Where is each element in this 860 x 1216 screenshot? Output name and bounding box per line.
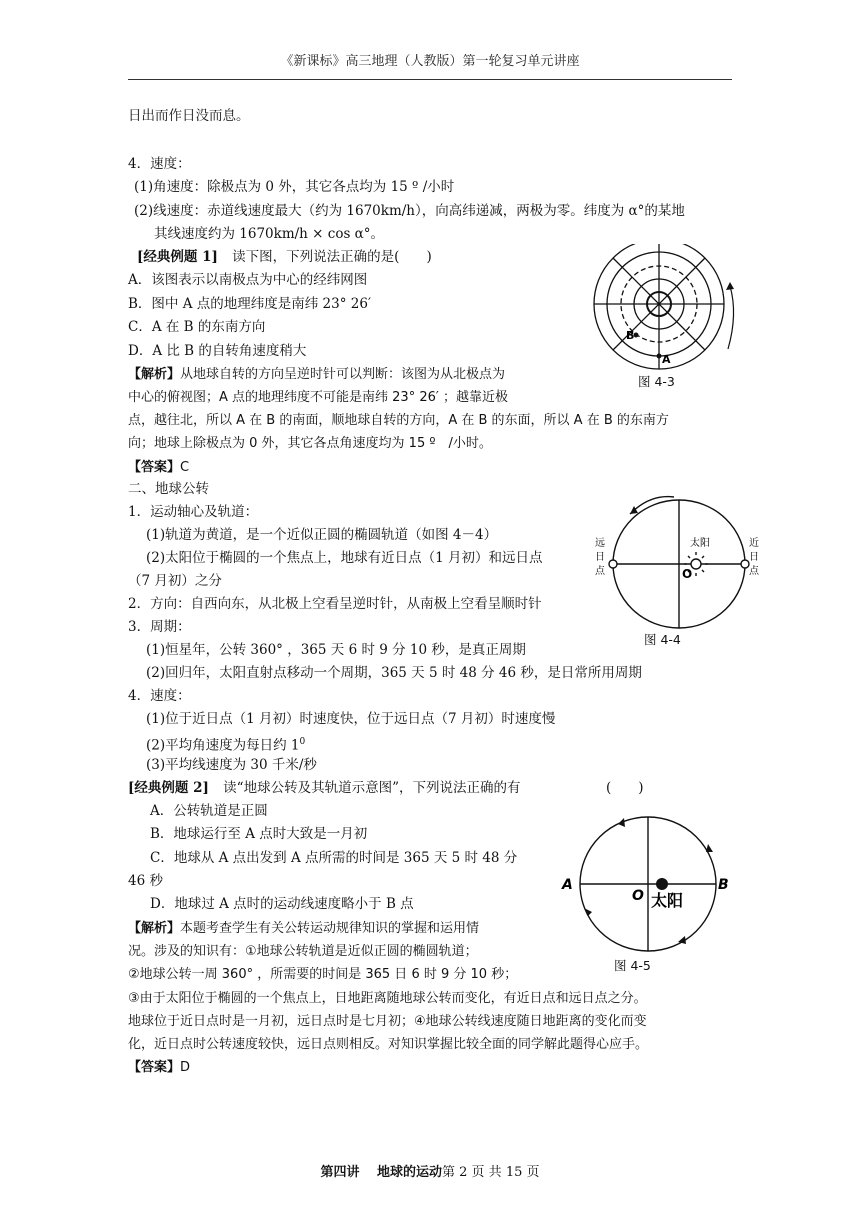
- analysis-line: ③由于太阳位于椭圆的一个焦点上，日地距离随地球公转而变化，有近日点和远日点之分。: [128, 991, 647, 1006]
- sun-label: 太阳: [651, 891, 684, 910]
- label-b: B: [626, 329, 635, 342]
- answer-line: [128, 456, 189, 475]
- analysis-line: 况。涉及的知识有：①地球公转轨道是近似正圆的椭圆轨道；: [128, 944, 478, 959]
- aphelion-point: [609, 560, 617, 568]
- analysis-label: 【解析】: [128, 367, 181, 382]
- analysis-line: ②地球公转一周 360° ，所需要的时间是 365 日 6 时 9 分 10 秒；: [128, 967, 518, 982]
- analysis-label: 【解析】: [128, 921, 181, 936]
- degree-superscript: 0: [299, 737, 306, 747]
- header-rule: [128, 79, 732, 80]
- orbit-arrow: [706, 844, 713, 852]
- orbit-arrow: [584, 908, 592, 916]
- sun-dot: [656, 878, 668, 890]
- text-part: (2)平均角速度为每日约 1: [146, 737, 300, 754]
- answer-line: [128, 1056, 190, 1075]
- answer-value: C: [180, 460, 190, 475]
- answer-value: D: [180, 1060, 191, 1075]
- analysis-text: 本题考查学生有关公转运动规律知识的掌握和运用情: [180, 921, 480, 936]
- text-line: 4．速度：: [128, 688, 191, 704]
- text-line: 其线速度约为 1670km/h × cos α°。: [154, 226, 385, 242]
- sun-symbol: [691, 559, 701, 569]
- far-label: 远 日 点: [595, 538, 605, 577]
- analysis-line: 中心的俯视图；A 点的地理纬度不可能是南纬 23° 26′ ；越靠近极: [128, 390, 508, 405]
- text-line: 1．运动轴心及轨道：: [128, 504, 259, 520]
- footer-section: 第四讲 地球的运动: [320, 1165, 443, 1180]
- page-footer: [0, 1161, 860, 1180]
- center-label: O: [632, 888, 644, 904]
- perihelion-point: [741, 560, 749, 568]
- answer-bracket: ( ): [606, 780, 644, 796]
- option-c: C．地球从 A 点出发到 A 点所需的时间是 365 天 5 时 48 分: [150, 850, 518, 866]
- caption-fig-4-4: 图 4-4: [644, 632, 681, 647]
- text-line: (1)轨道为黄道，是一个近似正圆的椭圆轨道（如图 4－4）: [146, 527, 498, 543]
- analysis-line: 化，近日点时公转速度较快，远日点则相反。对知识掌握比较全面的同学解此题得心应手。: [128, 1037, 649, 1052]
- text-line: (2)回归年，太阳直射点移动一个周期，365 天 5 时 48 分 46 秒，是日常所用周期: [146, 665, 642, 681]
- figure-4-4: [592, 494, 762, 634]
- sun-label: 太阳: [690, 538, 710, 549]
- point-a: [657, 354, 662, 359]
- caption-fig-4-5: 图 4-5: [614, 958, 651, 973]
- label-a: A: [562, 877, 573, 893]
- rotation-arrowhead: [726, 282, 734, 290]
- example-question: 读下图，下列说法正确的是( ): [232, 249, 432, 265]
- analysis-line: [128, 917, 479, 936]
- option-b: B．地球运行至 A 点时大致是一月初: [150, 826, 368, 842]
- example-question: 读“地球公转及其轨道示意图”，下列说法正确的有: [223, 780, 521, 796]
- orbit-arrow: [678, 936, 686, 944]
- option-b: B．图中 A 点的地理纬度是南纬 23° 26′: [128, 296, 372, 312]
- text-line: (1)角速度：除极点为 0 外，其它各点均为 15 º /小时: [134, 179, 455, 195]
- analysis-line: 地球位于近日点时是一月初，远日点时是七月初；④地球公转线速度随日地距离的变化而变: [128, 1014, 647, 1029]
- text-line: [146, 732, 305, 756]
- text-line: 4．速度：: [128, 156, 191, 172]
- option-c: C．A 在 B 的东南方向: [128, 319, 266, 335]
- near-label: 近 日 点: [749, 538, 759, 577]
- footer-page: 第 2 页 共 15 页: [442, 1165, 540, 1180]
- analysis-line: [128, 363, 505, 382]
- text-line: 日出而作日没而息。: [128, 108, 250, 124]
- section-title: 二、地球公转: [128, 481, 209, 497]
- label-a: A: [662, 353, 671, 366]
- figure-4-5: [558, 812, 738, 962]
- text-line: （7 月初）之分: [128, 573, 222, 589]
- rotation-arrow: [728, 286, 734, 349]
- example-label: [经典例题 1]: [137, 249, 218, 265]
- text-line: 2．方向：自西向东，从北极上空看呈逆时针，从南极上空看呈顺时针: [128, 596, 542, 612]
- center-label: O: [682, 567, 693, 581]
- text-line: (2)线速度：赤道线速度最大（约为 1670km/h），向高纬递减，两极为零。纬度为 α°的某地: [134, 203, 685, 219]
- caption-fig-4-3: 图 4-3: [638, 374, 675, 389]
- option-d: D．地球过 A 点时的运动线速度略小于 B 点: [150, 896, 414, 912]
- example-label: [经典例题 2]: [128, 780, 209, 796]
- text-line: (2)太阳位于椭圆的一个焦点上，地球有近日点（1 月初）和远日点: [146, 550, 543, 566]
- option-a: A．该图表示以南极点为中心的经纬网图: [128, 272, 368, 288]
- label-b: B: [718, 877, 729, 893]
- analysis-line: 点，越往北，所以 A 在 B 的南面，顺地球自转的方向，A 在 B 的东面，所以 A 在 B 的东南方: [128, 413, 669, 428]
- option-a: A．公转轨道是正圆: [150, 803, 268, 819]
- answer-label: 【答案】: [128, 460, 181, 475]
- option-c-cont: 46 秒: [128, 873, 163, 889]
- text-line: (1)位于近日点（1 月初）时速度快，位于远日点（7 月初）时速度慢: [146, 711, 556, 727]
- text-line: (1)恒星年，公转 360° ，365 天 6 时 9 分 10 秒，是真正周期: [146, 642, 526, 658]
- text-line: (3)平均线速度为 30 千米/秒: [146, 757, 317, 773]
- option-d: D．A 比 B 的自转角速度稍大: [128, 343, 307, 359]
- example-title: [137, 247, 432, 267]
- answer-label: 【答案】: [128, 1060, 181, 1075]
- analysis-text: 从地球自转的方向呈逆时针可以判断：该图为从北极点为: [180, 367, 506, 382]
- example-title: [128, 778, 520, 798]
- analysis-line: 向；地球上除极点为 0 外，其它各点角速度均为 15 º /小时。: [128, 436, 492, 451]
- page-header: 《新课标》高三地理（人教版）第一轮复习单元讲座: [280, 54, 580, 69]
- text-line: 3．周期：: [128, 619, 191, 635]
